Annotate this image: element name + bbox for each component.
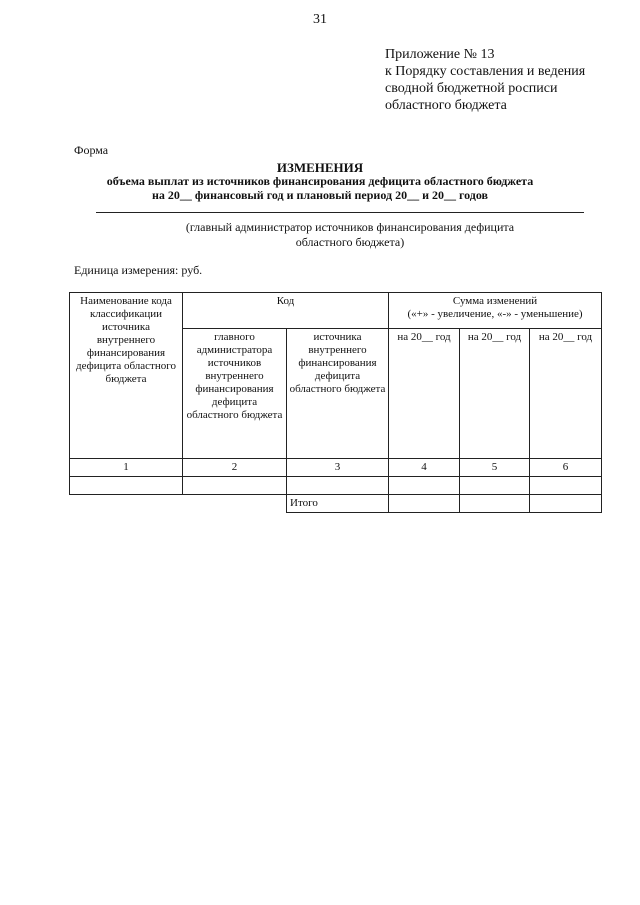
column-number: 6 <box>530 459 602 477</box>
subheader-year-2: на 20__ год <box>460 329 530 459</box>
appendix-line: Приложение № 13 <box>385 47 495 62</box>
page-number: 31 <box>313 12 327 27</box>
column-number: 1 <box>70 459 183 477</box>
header-sum-title: Сумма изменений <box>452 295 538 307</box>
total-row <box>70 495 602 513</box>
administrator-caption <box>160 220 540 250</box>
empty-cell[interactable] <box>460 477 530 495</box>
header-sum-note: («+» - увеличение, «-» - уменьшение) <box>407 308 583 320</box>
caption-line: областного бюджета) <box>295 235 405 249</box>
appendix-line: областного бюджета <box>385 98 507 113</box>
administrator-fill-line <box>96 212 584 213</box>
table-row <box>70 477 602 495</box>
header-sum <box>389 293 602 329</box>
caption-line: (главный администратор источников финансирования дефицита <box>185 220 515 234</box>
changes-table <box>69 292 602 513</box>
column-number: 3 <box>287 459 389 477</box>
subheader-year-1: на 20__ год <box>389 329 460 459</box>
total-label: Итого <box>287 495 389 513</box>
total-cell[interactable] <box>460 495 530 513</box>
column-number: 4 <box>389 459 460 477</box>
subheader-source: источника внутреннего финансирования дефицита областного бюджета <box>287 329 389 459</box>
subheader-year-3: на 20__ год <box>530 329 602 459</box>
document-period: на 20__ финансовый год и плановый период 20__ и 20__ годов <box>151 188 489 202</box>
blank-cell <box>70 495 183 513</box>
empty-cell[interactable] <box>287 477 389 495</box>
header-name: Наименование кода классификации источника внутреннего финансирования дефицита областного бюджета <box>70 293 183 459</box>
document-subtitle: объема выплат из источников финансирования дефицита областного бюджета <box>106 174 534 188</box>
empty-cell[interactable] <box>530 477 602 495</box>
column-number: 2 <box>183 459 287 477</box>
empty-cell[interactable] <box>70 477 183 495</box>
document-title: ИЗМЕНЕНИЯ <box>276 160 364 175</box>
total-cell[interactable] <box>530 495 602 513</box>
unit-label: Единица измерения: руб. <box>74 263 203 277</box>
appendix-header <box>385 46 585 114</box>
total-cell[interactable] <box>389 495 460 513</box>
empty-cell[interactable] <box>183 477 287 495</box>
column-number: 5 <box>460 459 530 477</box>
blank-cell <box>183 495 287 513</box>
appendix-line: сводной бюджетной росписи <box>385 81 558 96</box>
header-code: Код <box>183 293 389 329</box>
form-label: Форма <box>74 143 109 157</box>
appendix-line: к Порядку составления и ведения <box>385 64 586 79</box>
empty-cell[interactable] <box>389 477 460 495</box>
subheader-admin: главного администратора источников внутреннего финансирования дефицита областного бюджета <box>183 329 287 459</box>
